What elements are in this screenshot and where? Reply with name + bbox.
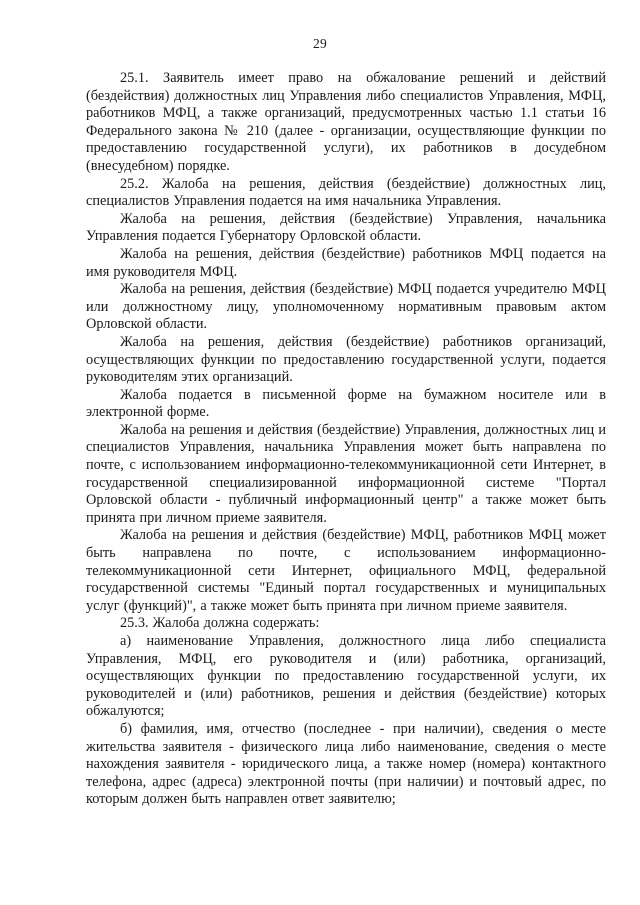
- paragraph-complaint-mfc: Жалоба на решения, действия (бездействие) МФЦ подается учредителю МФЦ или должностному лицу, уполномоченному нормативным правовым актом Орловской области.: [86, 281, 606, 333]
- paragraph-item-a: а) наименование Управления, должностного лица либо специалиста Управления, МФЦ, его руководителя и (или) работника, организаций, осуществляющих функции по предоставлению государственной услуги, их руководителей и (или) работников, решения и действия (бездействие) которых обжалуются;: [86, 633, 606, 720]
- page-number: 29: [312, 36, 328, 51]
- paragraph-complaint-channels-administration: Жалоба на решения и действия (бездействие) Управления, должностных лиц и специалистов Управления, начальника Управления может быть направлена по почте, с использованием информационно-телекоммуникационной сети Интернет, в государственной специализированной информационной системе "Портал Орловской области - публичный информационный центр" а также может быть принята при личном приеме заявителя.: [86, 421, 606, 526]
- paragraph-25-1: 25.1. Заявитель имеет право на обжалование решений и действий (бездействия) должностных лиц Управления либо специалистов Управления, МФЦ, работников МФЦ, а также организаций, предусмотренных частью 1.1 статьи 16 Федерального закона № 210 (далее - организации, осуществляющие функции по предоставлению государственной услуги), их работников в досудебном (внесудебном) порядке.: [86, 70, 606, 174]
- paragraph-complaint-mfc-workers: Жалоба на решения, действия (бездействие) работников МФЦ подается на имя руководителя МФЦ.: [86, 245, 606, 280]
- paragraph-25-3: 25.3. Жалоба должна содержать:: [120, 615, 320, 632]
- paragraph-complaint-organizations: Жалоба на решения, действия (бездействие) работников организаций, осуществляющих функции по предоставлению государственной услуги, подается руководителям этих организаций.: [86, 333, 606, 386]
- paragraph-complaint-governor: Жалоба на решения, действия (бездействие) Управления, начальника Управления подается Губернатору Орловской области.: [86, 210, 606, 245]
- paragraph-25-2: 25.2. Жалоба на решения, действия (бездействие) должностных лиц, специалистов Управления подается на имя начальника Управления.: [86, 175, 606, 210]
- paragraph-complaint-form: Жалоба подается в письменной форме на бумажном носителе или в электронной форме.: [86, 386, 606, 421]
- document-body: [86, 70, 606, 809]
- paragraph-item-b: б) фамилия, имя, отчество (последнее - при наличии), сведения о месте жительства заявителя - физического лица либо наименование, сведения о месте нахождения заявителя - юридического лица, а также номер (номера) контактного телефона, адрес (адреса) электронной почты (при наличии) и почтовый адрес, по которым должен быть направлен ответ заявителю;: [86, 720, 606, 808]
- paragraph-complaint-channels-mfc: Жалоба на решения и действия (бездействие) МФЦ, работников МФЦ может быть направлена по почте, с использованием информационно-телекоммуникационной сети Интернет, официального МФЦ, федеральной государственной системы "Единый портал государственных и муниципальных услуг (функций)", а также может быть принята при личном приеме заявителя.: [86, 527, 606, 614]
